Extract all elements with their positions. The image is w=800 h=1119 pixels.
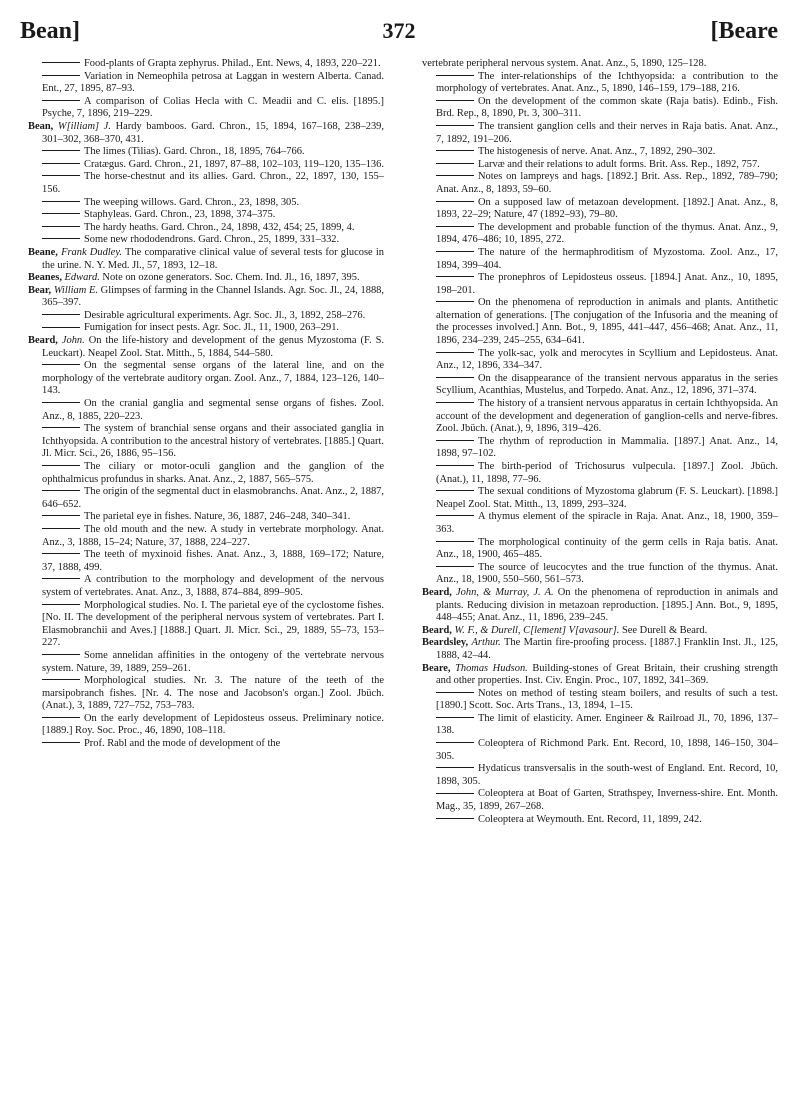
entry-text: On the life-history and development of the genus Myzostoma (F. S. Leuckart). Neapel Zool. Stat. Mitth., 5, 1884, 544–580. xyxy=(42,335,384,359)
ditto-rule xyxy=(42,553,80,554)
ditto-rule xyxy=(436,276,474,277)
bibliography-entry xyxy=(28,335,384,360)
entry-text: Notes on lampreys and hags. [1892.] Brit. Ass. Rep., 1892, 789–790; Anat. Anz., 8, 1893, 59–60. xyxy=(436,171,778,195)
bibliography-entry xyxy=(422,398,778,436)
entry-text: The history of a transient nervous apparatus in certain Ichthyopsida. An account of the development and degeneration of ganglion-cells and nerve-fibres. Zool. Jbüch. (Anat.), 9, 1896, 319–426. xyxy=(436,398,778,435)
ditto-rule xyxy=(436,201,474,202)
ditto-rule xyxy=(42,238,80,239)
bibliography-entry xyxy=(28,713,384,738)
entry-text: The rhythm of reproduction in Mammalia. [1897.] Anat. Anz., 14, 1898, 97–102. xyxy=(436,435,778,460)
entry-author: Bear, xyxy=(28,284,52,296)
entry-text: The teeth of myxinoid fishes. Anat. Anz., 3, 1888, 169–172; Nature, 37, 1888, 499. xyxy=(42,549,384,573)
bibliography-entry xyxy=(422,738,778,763)
entry-text: The ciliary or motor-oculi ganglion and the ganglion of the ophthalmicus profundus in sharks. Anat. Anz., 2, 1887, 565–575. xyxy=(42,461,384,485)
entry-text: Morphological studies. No. I. The parietal eye of the cyclostome fishes. [No. II. The development of the peripheral nervous system of vertebrates. Part I. Elasmobranchii and Aves.] [1888.] Quart. Jl. Micr. Sci., 29, 1889, 55–73, 153–227. xyxy=(42,599,384,649)
bibliography-entry xyxy=(28,486,384,511)
entry-text: Desirable agricultural experiments. Agr. Soc. Jl., 3, 1892, 258–276. xyxy=(84,309,366,321)
entry-text: Cratægus. Gard. Chron., 21, 1897, 87–88, 102–103, 119–120, 135–136. xyxy=(84,158,384,170)
ditto-rule xyxy=(436,226,474,227)
ditto-rule xyxy=(42,604,80,605)
entry-text: On the early development of Lepidosteus osseus. Preliminary notice. [1889.] Roy. Soc. Proc., 46, 1890, 108–118. xyxy=(42,712,384,737)
entry-author: Beard, xyxy=(422,586,452,598)
bibliography-entry xyxy=(28,247,384,272)
bibliography-entry xyxy=(422,637,778,662)
entry-text: The weeping willows. Gard. Chron., 23, 1898, 305. xyxy=(84,196,300,208)
ditto-rule xyxy=(42,201,80,202)
ditto-rule xyxy=(436,150,474,151)
bibliography-entry xyxy=(28,675,384,713)
bibliography-entry xyxy=(28,121,384,146)
entry-author-given: Arthur. xyxy=(471,637,501,649)
entry-author-given: Edward. xyxy=(64,272,100,284)
ditto-rule xyxy=(436,377,474,378)
bibliography-entry xyxy=(422,146,778,159)
entry-text: On the cranial ganglia and segmental sense organs of fishes. Zool. Anz., 8, 1885, 220–223. xyxy=(42,398,384,422)
entry-text: The histogenesis of nerve. Anat. Anz., 7, 1892, 290–302. xyxy=(478,146,716,158)
ditto-rule xyxy=(436,541,474,542)
entry-text: The comparative clinical value of several tests for glucose in the urine. N. Y. Med. Jl., 57, 1893, 12–18. xyxy=(42,246,385,271)
bibliography-entry xyxy=(422,663,778,688)
entry-text: The nature of the hermaphroditism of Myzostoma. Zool. Anz., 17, 1894, 399–404. xyxy=(436,246,778,271)
ditto-rule xyxy=(436,742,474,743)
bibliography-entry xyxy=(422,486,778,511)
ditto-rule xyxy=(42,679,80,680)
ditto-rule xyxy=(436,793,474,794)
entry-text: The morphological continuity of the germ cells in Raja batis. Anat. Anz., 18, 1900, 465–485. xyxy=(436,536,778,561)
bibliography-entry xyxy=(28,272,384,285)
ditto-rule xyxy=(42,717,80,718)
entry-text: Prof. Rabl and the mode of development of the xyxy=(84,738,281,750)
entry-author-given: William E. xyxy=(53,284,98,296)
ditto-rule xyxy=(42,364,80,365)
entry-text: On the disappearance of the transient nervous apparatus in the series Scyllium, Acanthias, Mustelus, and Torpedo. Anat. Anz., 12, 1896, 371–374. xyxy=(436,372,778,397)
entry-text: A contribution to the morphology and development of the nervous system of vertebrates. Anat. Anz., 3, 1888, 874–884, 899–905. xyxy=(42,574,384,598)
entry-text: On a supposed law of metazoan development. [1892.] Anat. Anz., 8, 1893, 22–29; Nature, 47 (1892–93), 79–80. xyxy=(436,196,778,221)
entry-text: Morphological studies. Nr. 3. The nature of the teeth of the marsipobranch fishes. [Nr. 4. The nose and Jacobson's organ.] Zool. Jbüch. (Anat.), 3, 1889, 727–752, 753–783. xyxy=(42,675,384,712)
ditto-rule xyxy=(436,402,474,403)
bibliography-entry xyxy=(422,511,778,536)
bibliography-entry xyxy=(422,814,778,827)
ditto-rule xyxy=(436,251,474,252)
ditto-rule xyxy=(42,226,80,227)
bibliography-entry xyxy=(422,763,778,788)
ditto-rule xyxy=(42,213,80,214)
bibliography-entry xyxy=(422,562,778,587)
ditto-rule xyxy=(42,490,80,491)
bibliography-entry xyxy=(422,159,778,172)
bibliography-entry xyxy=(28,574,384,599)
ditto-rule xyxy=(436,566,474,567)
entry-text: The hardy heaths. Gard. Chron., 24, 1898, 432, 454; 25, 1899, 4. xyxy=(84,221,355,233)
ditto-rule xyxy=(42,100,80,101)
entry-text: A comparison of Colias Hecla with C. Meadii and C. elis. [1895.] Psyche, 7, 1896, 219–229. xyxy=(42,95,384,120)
left-column xyxy=(28,58,384,751)
ditto-rule xyxy=(42,528,80,529)
entry-text: Some new rhododendrons. Gard. Chron., 25, 1899, 331–332. xyxy=(84,234,340,246)
entry-text: Coleoptera at Weymouth. Ent. Record, 11, 1899, 242. xyxy=(478,813,702,825)
bibliography-entry xyxy=(28,650,384,675)
bibliography-entry xyxy=(28,222,384,235)
entry-author: Beanes, xyxy=(28,272,62,284)
ditto-rule xyxy=(436,100,474,101)
ditto-rule xyxy=(436,767,474,768)
bibliography-entry xyxy=(28,209,384,222)
bibliography-entry xyxy=(28,600,384,650)
bibliography-entry xyxy=(422,348,778,373)
bibliography-entry xyxy=(422,71,778,96)
entry-author: Beardsley, xyxy=(422,637,469,649)
bibliography-entry xyxy=(28,197,384,210)
bibliography-entry xyxy=(422,222,778,247)
entry-text: vertebrate peripheral nervous system. Anat. Anz., 5, 1890, 125–128. xyxy=(422,58,707,69)
bibliography-entry xyxy=(422,713,778,738)
entry-text: Some annelidan affinities in the ontogeny of the vertebrate nervous system. Nature, 39, 1889, 259–261. xyxy=(42,649,384,674)
ditto-rule xyxy=(42,150,80,151)
ditto-rule xyxy=(436,515,474,516)
ditto-rule xyxy=(42,654,80,655)
bibliography-entry xyxy=(422,373,778,398)
entry-text: Hardy bamboos. Gard. Chron., 15, 1894, 167–168, 238–239, 301–302, 368–370, 431. xyxy=(42,120,385,145)
entry-author-given: Frank Dudley. xyxy=(61,246,122,258)
entry-text: The development and probable function of the thymus. Anat. Anz., 9, 1894, 476–486; 10, 1895, 272. xyxy=(436,221,778,246)
bibliography-entry xyxy=(28,511,384,524)
ditto-rule xyxy=(42,742,80,743)
running-header xyxy=(20,14,778,48)
bibliography-entry xyxy=(28,285,384,310)
ditto-rule xyxy=(436,717,474,718)
entry-text: Larvæ and their relations to adult forms. Brit. Ass. Rep., 1892, 757. xyxy=(478,158,760,170)
ditto-rule xyxy=(42,62,80,63)
ditto-rule xyxy=(436,465,474,466)
bibliography-entry xyxy=(28,171,384,196)
entry-text: The limes (Tilias). Gard. Chron., 18, 1895, 764–766. xyxy=(84,146,305,158)
page-number: 372 xyxy=(382,18,416,43)
entry-text: Hydaticus transversalis in the south-west of England. Ent. Record, 10, 1898, 305. xyxy=(436,763,778,787)
ditto-rule xyxy=(42,175,80,176)
ditto-rule xyxy=(436,75,474,76)
entry-author: Bean, xyxy=(28,120,54,132)
ditto-rule xyxy=(436,352,474,353)
bibliography-entry xyxy=(422,587,778,625)
entry-text: The limit of elasticity. Amer. Engineer & Railroad Jl., 70, 1896, 137–138. xyxy=(436,712,778,737)
right-column xyxy=(422,58,778,826)
entry-text: The origin of the segmental duct in elasmobranchs. Anat. Anz., 2, 1887, 646–652. xyxy=(42,486,385,510)
entry-text: Note on ozone generators. Soc. Chem. Ind. Jl., 16, 1897, 395. xyxy=(102,272,360,284)
bibliography-entry xyxy=(422,688,778,713)
entry-author: Beard, xyxy=(422,624,452,636)
entry-author: Beard, xyxy=(28,335,58,347)
entry-author-given: John. xyxy=(61,335,85,347)
bibliography-entry xyxy=(422,625,778,638)
bibliography-entry xyxy=(422,197,778,222)
ditto-rule xyxy=(42,515,80,516)
ditto-rule xyxy=(436,692,474,693)
bibliography-entry xyxy=(422,58,778,71)
entry-text: The sexual conditions of Myzostoma glabrum (F. S. Leuckart). [1898.] Neapel Zool. Stat. Mitth., 13, 1899, 293–324. xyxy=(436,486,778,510)
entry-text: Food-plants of Grapta zephyrus. Philad., Ent. News, 4, 1893, 220–221. xyxy=(84,58,381,69)
bibliography-entry xyxy=(28,738,384,751)
bibliography-entry xyxy=(28,461,384,486)
ditto-rule xyxy=(42,578,80,579)
bibliography-entry xyxy=(28,360,384,398)
bibliography-entry xyxy=(28,524,384,549)
entry-text: On the phenomena of reproduction in animals and plants. Reducing division in metazoan reproduction. [1895.] Ann. Bot., 9, 1895, 448–455; Anat. Anz., 11, 1896, 239–245. xyxy=(436,586,779,624)
entry-text: Staphyleas. Gard. Chron., 23, 1898, 374–375. xyxy=(84,209,276,221)
entry-text: The horse-chestnut and its allies. Gard. Chron., 22, 1897, 130, 155–156. xyxy=(42,171,384,195)
entry-author: Beare, xyxy=(422,662,451,674)
entry-text: The yolk-sac, yolk and merocytes in Scyllium and Lepidosteus. Anat. Anz., 12, 1896, 334–347. xyxy=(436,347,778,372)
bibliography-entry xyxy=(28,96,384,121)
ditto-rule xyxy=(436,440,474,441)
entry-text: Glimpses of farming in the Channel Islands. Agr. Soc. Jl., 24, 1888, 365–397. xyxy=(42,284,384,309)
bibliography-entry xyxy=(422,537,778,562)
entry-author: Beane, xyxy=(28,246,58,258)
bibliography-entry xyxy=(28,234,384,247)
ditto-rule xyxy=(436,301,474,302)
bibliography-entry xyxy=(28,310,384,323)
ditto-rule xyxy=(42,75,80,76)
bibliography-entry xyxy=(422,461,778,486)
entry-text: A thymus element of the spiracle in Raja. Anat. Anz., 18, 1900, 359–363. xyxy=(436,511,778,535)
entry-text: The transient ganglion cells and their nerves in Raja batis. Anat. Anz., 7, 1892, 191–206. xyxy=(436,120,778,145)
columns xyxy=(28,58,778,1113)
entry-text: Fumigation for insect pests. Agr. Soc. Jl., 11, 1900, 263–291. xyxy=(84,322,340,334)
ditto-rule xyxy=(42,427,80,428)
entry-text: The birth-period of Trichosurus vulpecula. [1897.] Zool. Jbüch. (Anat.), 11, 1898, 77–96. xyxy=(436,461,778,485)
bibliography-entry xyxy=(28,423,384,461)
ditto-rule xyxy=(42,314,80,315)
header-left: Bean] xyxy=(20,18,80,44)
bibliography-entry xyxy=(422,171,778,196)
entry-text: The parietal eye in fishes. Nature, 36, 1887, 246–248, 340–341. xyxy=(84,511,351,523)
bibliography-entry xyxy=(28,58,384,71)
entry-text: The source of leucocytes and the true function of the thymus. Anat. Anz., 18, 1900, 550–560, 561–573. xyxy=(436,561,778,586)
entry-text: See Durell & Beard. xyxy=(621,624,708,636)
header-right: [Beare xyxy=(710,18,778,44)
entry-author-given: W[illiam] J. xyxy=(57,120,111,132)
bibliography-entry xyxy=(422,247,778,272)
entry-text: The system of branchial sense organs and their associated ganglia in Ichthyopsida. A contribution to the ancestral history of vertebrates. [1885.] Quart. Jl. Micr. Sci., 26, 1886, 95–156. xyxy=(42,423,384,460)
bibliography-entry xyxy=(422,297,778,347)
entry-author-given: W. F., & Durell, C[lement] V[avasour]. xyxy=(454,624,620,636)
ditto-rule xyxy=(436,818,474,819)
entry-text: The pronephros of Lepidosteus osseus. [1894.] Anat. Anz., 10, 1895, 198–201. xyxy=(436,272,778,296)
bibliography-entry xyxy=(28,159,384,172)
bibliography-entry xyxy=(28,322,384,335)
bibliography-entry xyxy=(28,549,384,574)
ditto-rule xyxy=(42,402,80,403)
bibliography-entry xyxy=(422,272,778,297)
entry-text: Coleoptera at Boat of Garten, Strathspey, Inverness-shire. Ent. Month. Mag., 35, 1899, 267–268. xyxy=(436,788,778,813)
entry-text: On the segmental sense organs of the lateral line, and on the morphology of the vertebrate auditory organ. Zool. Anz., 7, 1884, 123–126, 140–143. xyxy=(42,360,384,397)
bibliography-entry xyxy=(28,71,384,96)
bibliography-entry xyxy=(28,398,384,423)
entry-author-given: Thomas Hudson. xyxy=(455,662,528,674)
entry-text: On the phenomena of reproduction in animals and plants. Antithetic alternation of generations. [The conjugation of the Infusoria and the meaning of the processes involved.] Ann. Bot., 9, 1895, 441–447, 456–468; Anat. Anz., 11, 1896, 234–239, 245–255, 634–641. xyxy=(436,297,778,347)
ditto-rule xyxy=(436,175,474,176)
entry-text: On the development of the common skate (Raja batis). Edinb., Fish. Brd. Rep., 8, 1890, Pt. 3, 300–311. xyxy=(436,95,778,120)
entry-text: Variation in Nemeophila petrosa at Laggan in western Alberta. Canad. Ent., 27, 1895, 87–93. xyxy=(42,70,384,95)
bibliography-entry xyxy=(422,121,778,146)
entry-text: Building-stones of Great Britain, their crushing strength and other properties. Inst. Civ. Engin. Proc., 107, 1892, 341–369. xyxy=(436,662,778,687)
entry-text: Notes on method of testing steam boilers, and results of such a test. [1890.] Scott. Soc. Arts Trans., 13, 1894, 1–15. xyxy=(436,687,778,712)
entry-text: The inter-relationships of the Ichthyopsida: a contribution to the morphology of vertebrates. Anat. Anz., 5, 1890, 146–159, 179–188, 216. xyxy=(436,70,778,95)
entry-text: The old mouth and the new. A study in vertebrate morphology. Anat. Anz., 3, 1888, 15–24; Nature, 37, 1888, 224–227. xyxy=(42,523,384,548)
entry-text: Coleoptera of Richmond Park. Ent. Record, 10, 1898, 146–150, 304–305. xyxy=(436,738,778,762)
ditto-rule xyxy=(436,125,474,126)
ditto-rule xyxy=(42,465,80,466)
ditto-rule xyxy=(42,163,80,164)
bibliography-entry xyxy=(422,788,778,813)
bibliography-entry xyxy=(28,146,384,159)
entry-text: The Martin fire-proofing process. [1887.] Franklin Inst. Jl., 125, 1888, 42–44. xyxy=(436,637,779,661)
ditto-rule xyxy=(436,490,474,491)
bibliography-entry xyxy=(422,96,778,121)
entry-author-given: John, & Murray, J. A. xyxy=(456,586,554,598)
ditto-rule xyxy=(436,163,474,164)
ditto-rule xyxy=(42,327,80,328)
bibliography-entry xyxy=(422,436,778,461)
